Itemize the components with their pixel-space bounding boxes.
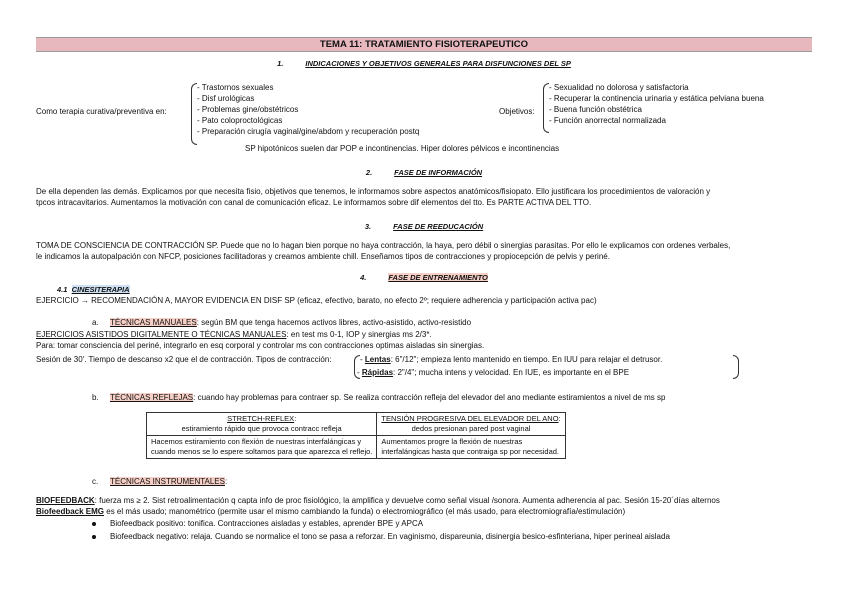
section-2-number: 2. <box>365 168 373 177</box>
biofeedback-text: : fuerza ms ≥ 2. Sist retroalimentación q capta info de proc fisiológico, la amplifica y devuelve como señal visual /sonora. Aumenta adherencia al pac. Sesión 15-20´días alternos <box>94 496 720 505</box>
progressive-tension-title: TENSIÓN PROGRESIVA DEL ELEVADOR DEL ANO <box>381 414 559 423</box>
section-1-heading <box>0 59 848 69</box>
technique-b <box>110 393 665 403</box>
technique-b-text: : cuando hay problemas para contraer sp. Se realiza contracción refleja del elevador del ano mediante estiramientos a nivel de ms sp <box>193 393 666 402</box>
indications-lead: Como terapia curativa/preventiva en: <box>36 107 167 116</box>
assisted-exercises <box>36 330 432 340</box>
technique-c-title: TÉCNICAS INSTRUMENTALES <box>110 477 225 486</box>
objective-item: - Función anorrectal normalizada <box>549 116 666 125</box>
technique-a-letter: a. <box>92 318 99 327</box>
stretch-reflex-title: STRETCH-REFLEX <box>227 414 295 423</box>
table-row <box>147 413 566 436</box>
assisted-exercises-text: : en test ms 0-1, IOP y sinergias ms 2/3*. <box>286 330 432 339</box>
fast-contraction: - Rápidas: 2"/4"; mucha intens y velocidad. En IUE, es importante en el BPE <box>357 368 630 377</box>
indication-item: - Preparación cirugía vaginal/gine/abdom y recuperación postq <box>197 127 420 136</box>
section-2-title: FASE DE INFORMACIÓN <box>394 168 483 177</box>
fast-contraction-label: Rápidas <box>361 368 394 377</box>
indication-item: - Disf urológicas <box>197 94 255 103</box>
technique-b-letter: b. <box>92 393 99 402</box>
bullet-icon <box>92 535 96 539</box>
table-cell-line: Hacemos estiramiento con flexión de nuestras interfalángicas y <box>151 437 362 446</box>
biofeedback-emg-label: Biofeedback EMG <box>36 507 105 516</box>
section-3-title: FASE DE REEDUCACIÓN <box>393 222 484 231</box>
technique-a <box>110 318 471 328</box>
table-row <box>147 436 566 459</box>
biofeedback-label: BIOFEEDBACK <box>36 496 95 505</box>
fast-contraction-text: : 2"/4"; mucha intens y velocidad. En IUE, es importante en el BPE <box>393 368 630 377</box>
section-3-text <box>36 240 816 262</box>
progressive-tension-subtitle: dedos presionan pared post vaginal <box>411 424 531 433</box>
objectives-lead: Objetivos: <box>499 107 535 116</box>
document-title: TEMA 11: TRATAMIENTO FISIOTERAPEUTICO <box>36 37 812 52</box>
objective-item: - Sexualidad no dolorosa y satisfactoria <box>549 83 689 92</box>
assisted-exercises-title: EJERCICIOS ASISTIDOS DIGITALMENTE O TÉCNICAS MANUALES <box>36 330 287 339</box>
biofeedback-line <box>36 496 720 506</box>
section-4-heading <box>0 273 848 283</box>
table-cell-line: Aumentamos progre la flexión de nuestras <box>381 437 523 446</box>
indication-item: - Pato coloproctológicas <box>197 116 283 125</box>
stretch-reflex-description <box>147 436 377 459</box>
objective-item: - Buena función obstétrica <box>549 105 642 114</box>
section-4-number: 4. <box>360 273 367 282</box>
progressive-tension-header: TENSIÓN PROGRESIVA DEL ELEVADOR DEL ANO: dedos presionan pared post vaginal <box>377 413 565 436</box>
subsection-4-1-title: CINESITERAPIA <box>71 285 130 294</box>
section-3-number: 3. <box>364 222 372 231</box>
section-4-title: FASE DE ENTRENAMIENTO <box>388 273 488 282</box>
indication-item: - Problemas gine/obstétricos <box>197 105 299 114</box>
exercise-recommendation: EJERCICIO → RECOMENDACIÓN A, MAYOR EVIDENCIA EN DISF SP (eficaz, efectivo, barato, no efecto 2º; requiere adherencia y participación activa pac) <box>36 296 597 305</box>
section-1-number: 1. <box>277 59 284 68</box>
objectives-list <box>549 82 764 126</box>
section-2-line: De ella dependen las demás. Explicamos por que necesita fisio, objetivos que tenemos, le informamos sobre aspectos anatómicos/fisiopato. Ello justificara los procedimientos de valoración y <box>36 187 711 196</box>
biofeedback-emg-line <box>36 507 625 517</box>
subsection-4-1-heading <box>57 285 130 295</box>
section-3-line: TOMA DE CONSCIENCIA DE CONTRACCIÓN SP. Puede que no lo hagan bien porque no haya contracción, la haya, pero débil o sinergias parasitas. Por ello le explicamos con ordenes verbales, <box>36 241 731 250</box>
section-3-line: le indicamos la autopalpación con NFCP, posiciones facilitadoras y creamos ambiente chill. Enseñamos tipos de contracciones y propiocepción de pelvis y periné. <box>36 252 610 261</box>
indications-list <box>197 82 419 137</box>
table-cell-line: interfalángicas hasta que contraiga sp por necesidad. <box>381 447 560 456</box>
technique-a-text: : según BM que tenga hacemos activos libres, activo-asistido, activo-resistido <box>196 318 472 327</box>
table-cell-line: cuando menos se lo espere soltamos para que aparezca el reflejo. <box>151 447 373 456</box>
purpose-line: Para: tomar consciencia del periné, integrarlo en esq corporal y controlar ms con contracciones optimas aisladas sin sinergias. <box>36 341 485 350</box>
technique-a-title: TÉCNICAS MANUALES <box>110 318 197 327</box>
biofeedback-emg-text: es el más usado; manométrico (permite usar el mismo cambiando la funda) o electromiográfico (el más usado, para electromiografía/estimulación) <box>104 507 626 516</box>
contraction-brace-right <box>733 355 739 379</box>
hypotonic-note: SP hipotónicos suelen dar POP e incontinencias. Hiper dolores pélvicos e incontinencias <box>245 144 560 153</box>
stretch-reflex-header: STRETCH-REFLEX: estiramiento rápido que provoca contracc refleja <box>147 413 377 436</box>
reflex-techniques-table <box>146 412 566 459</box>
slow-contraction-label: Lentas <box>364 355 391 364</box>
session-line: Sesión de 30'. Tiempo de descanso x2 que el de contracción. Tipos de contracción: <box>36 355 332 364</box>
section-1-title: INDICACIONES Y OBJETIVOS GENERALES PARA DISFUNCIONES DEL SP <box>305 59 571 68</box>
negative-biofeedback: Biofeedback negativo: relaja. Cuando se normalice el tono se pasa a reforzar. En vaginismo, dispareunia, disinergia besico-esfinteriana, hiper perineal aislada <box>110 532 670 541</box>
indication-item: - Trastornos sexuales <box>197 83 274 92</box>
section-2-line: tpcos intracavitarios. Aumentamos la motivación con canal de comunicación eficaz. Le informamos sobre dif elementos del tto. Es PARTE ACTIVA DEL TTO. <box>36 198 592 207</box>
slow-contraction-text: : 6"/12"; empieza lento mantenido en tiempo. En IUU para relajar el detrusor. <box>390 355 663 364</box>
slow-contraction: - Lentas: 6"/12"; empieza lento mantenido en tiempo. En IUU para relajar el detrusor. <box>360 355 663 364</box>
section-2-heading <box>0 168 848 178</box>
bullet-icon <box>92 522 96 526</box>
section-2-text <box>36 186 816 208</box>
section-3-heading <box>0 222 848 232</box>
technique-b-title: TÉCNICAS REFLEJAS <box>110 393 194 402</box>
technique-c: TÉCNICAS INSTRUMENTALES: <box>110 477 228 486</box>
stretch-reflex-subtitle: estiramiento rápido que provoca contracc refleja <box>181 424 342 433</box>
objective-item: - Recuperar la continencia urinaria y estática pelviana buena <box>549 94 764 103</box>
subsection-4-1-number: 4.1 <box>57 285 68 294</box>
progressive-tension-description <box>377 436 565 459</box>
positive-biofeedback: Biofeedback positivo: tonifica. Contracciones aisladas y estables, aprender BPE y APCA <box>110 519 424 528</box>
technique-c-letter: c. <box>92 477 99 486</box>
